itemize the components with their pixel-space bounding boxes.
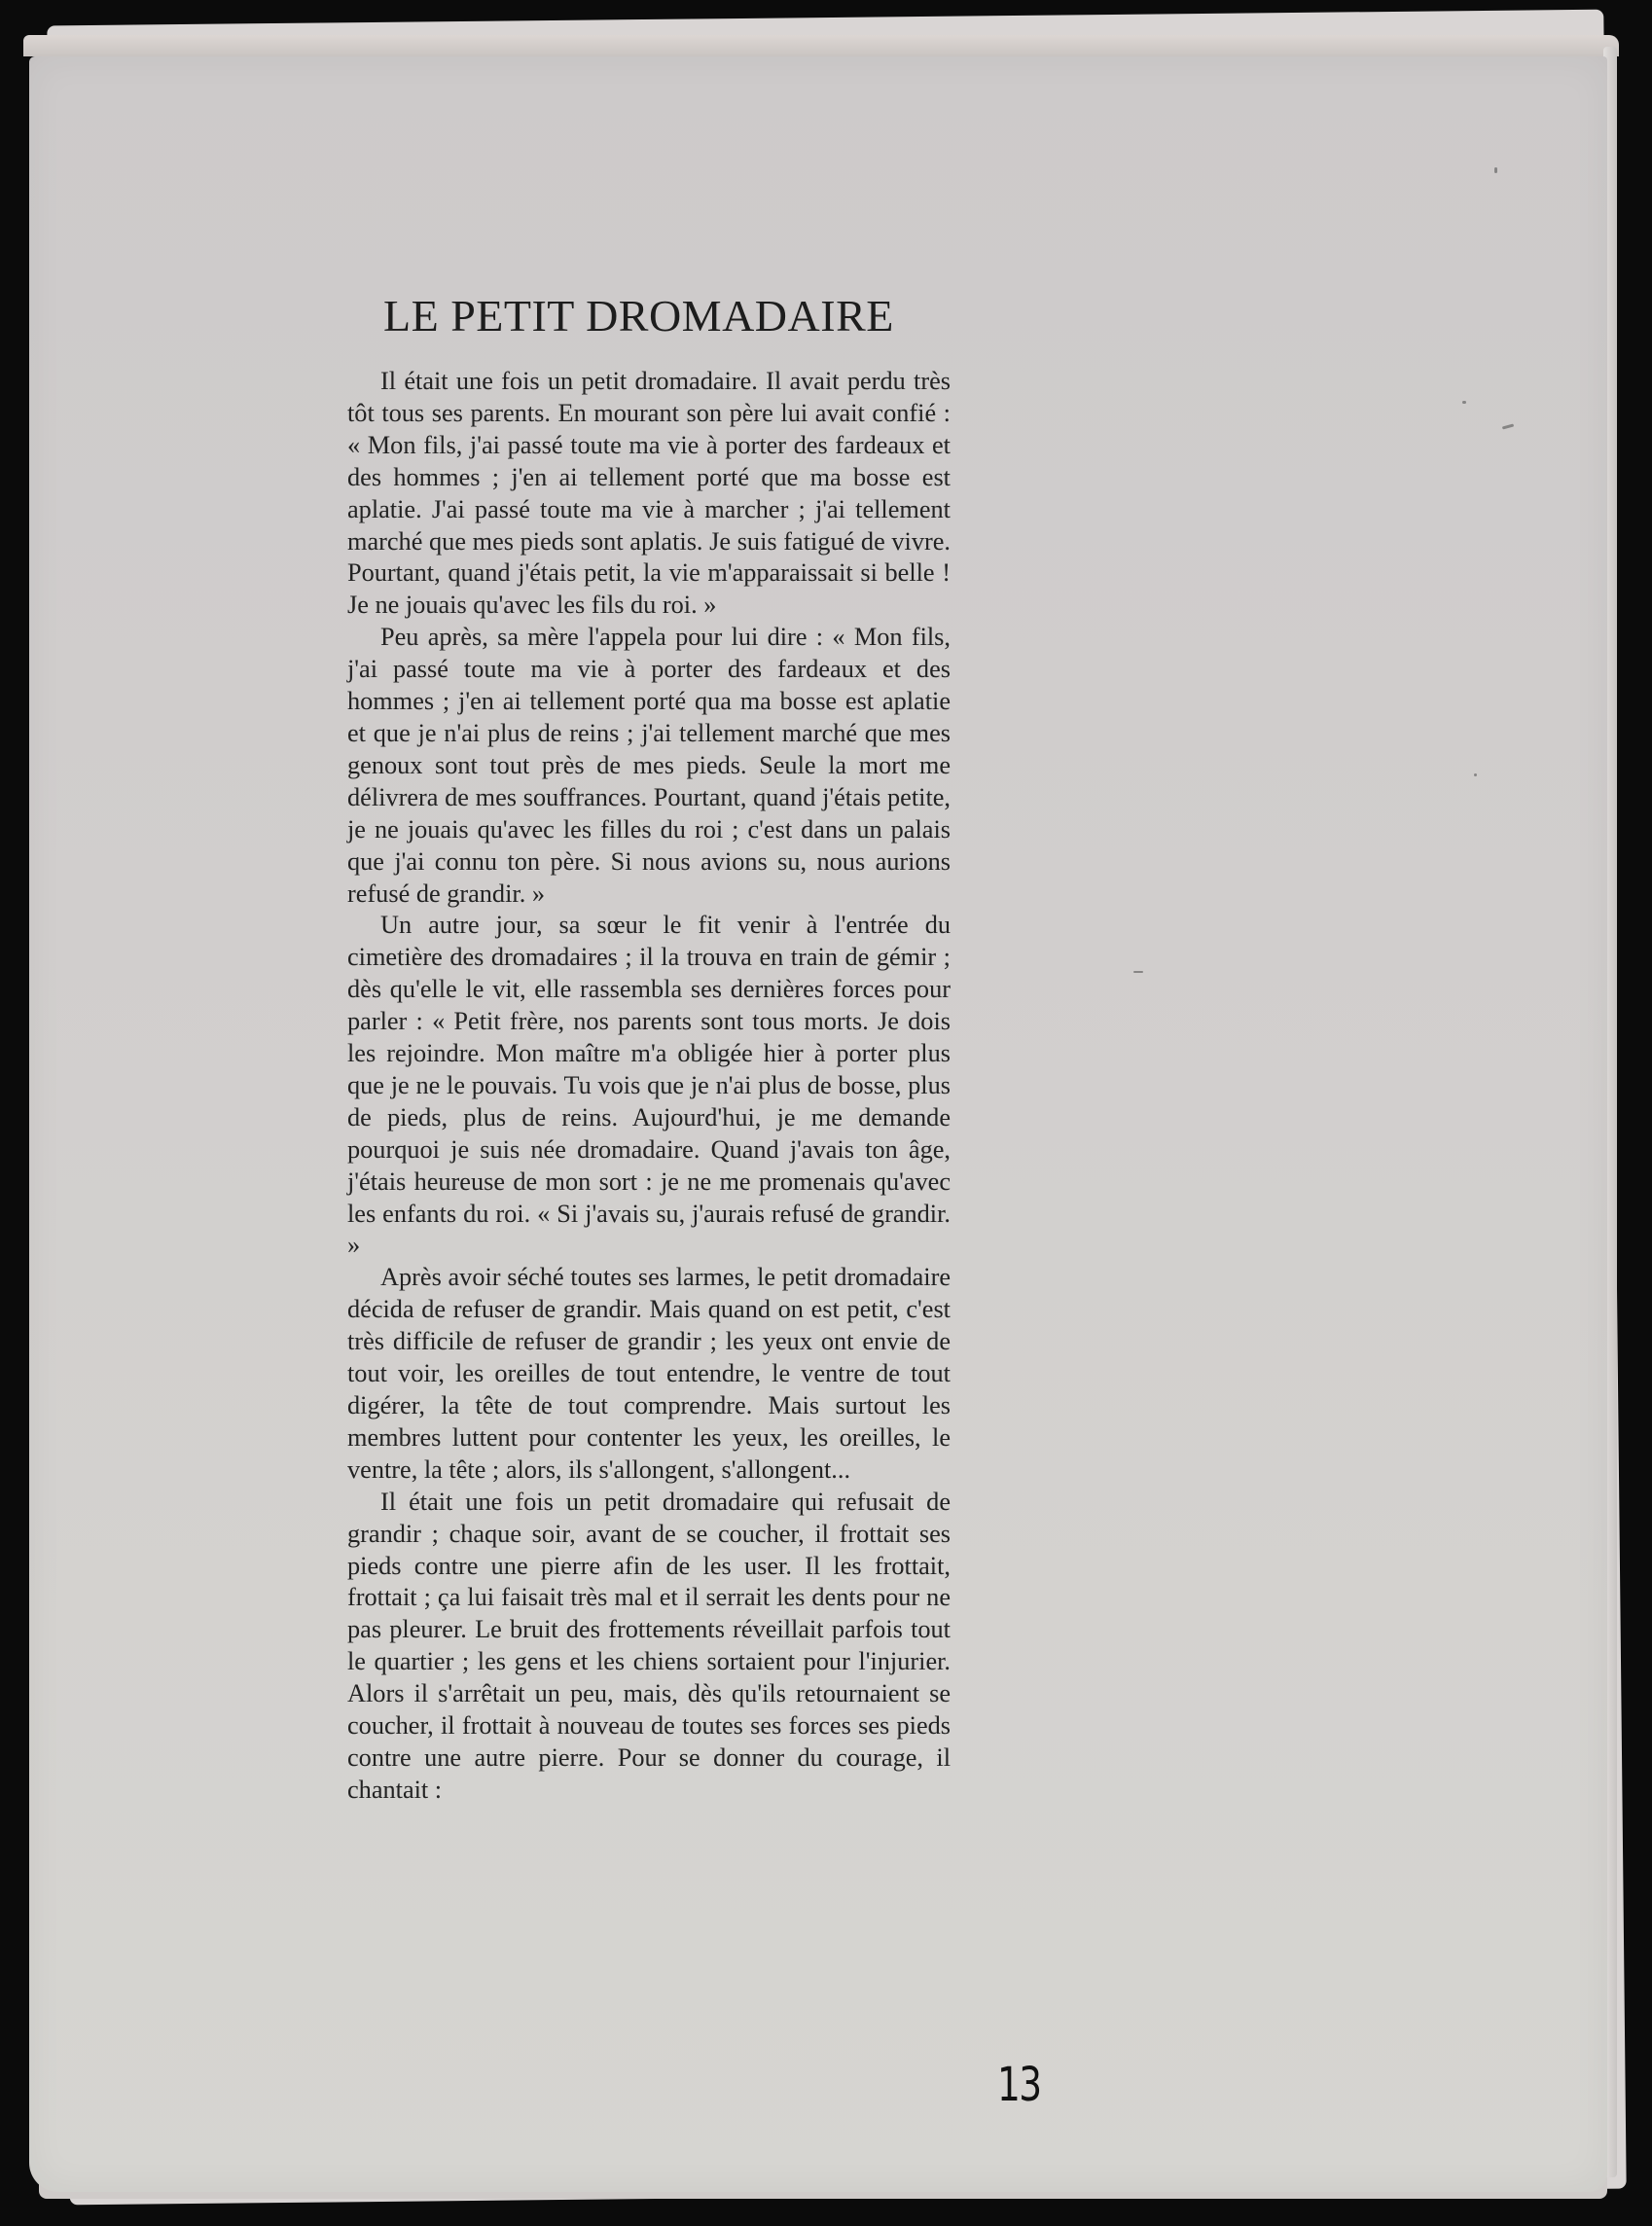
stacked-sheets-edge bbox=[23, 35, 1619, 56]
story-title: LE PETIT DROMADAIRE bbox=[383, 291, 894, 341]
paragraph: Après avoir séché toutes ses larmes, le petit dromadaire décida de refuser de grandir. Mais quand on est petit, c'est très difficile de refuser de grandir ; les yeux ont envie de tout voir, les oreilles de tout entendre, le ventre de tout digérer, la tête de tout comprendre. Mais surtout les membres luttent pour contenter les yeux, les oreilles, le ventre, la tête ; alors, ils s'allongent, s'allongent... bbox=[347, 1263, 951, 1484]
paragraph: Peu après, sa mère l'appela pour lui dire : « Mon fils, j'ai passé toute ma vie à porter des fardeaux et des hommes ; j'en ai tellement porté qua ma bosse est aplatie et que je n'ai plus de reins ; j'ai tellement marché que mes genoux sont tout près de mes pieds. Seule la mort me délivrera de mes souffrances. Pourtant, quand j'étais petite, je ne jouais qu'avec les filles du roi ; c'est dans un palais que j'ai connu ton père. Si nous avions su, nous aurions refusé de grandir. » bbox=[347, 623, 951, 908]
dust-speck bbox=[1494, 167, 1497, 173]
paragraph: Un autre jour, sa sœur le fit venir à l'entrée du cimetière des dromadaires ; il la trouva en train de gémir ; dès qu'elle le vit, elle rassembla ses dernières forces pour parler : « Petit frère, nos parents sont tous morts. Je dois les rejoindre. Mon maître m'a obligée hier à porter plus que je ne le pouvais. Tu vois que je n'ai plus de bosse, plus de pieds, plus de reins. Aujourd'hui, je me demande pourquoi je suis née dromadaire. Quand j'avais ton âge, j'étais heureuse de mon sort : je ne me promenais qu'avec les enfants du roi. « Si j'avais su, j'aurais refusé de grandir. » bbox=[347, 911, 951, 1260]
story-body bbox=[347, 366, 951, 1807]
paragraph: Il était une fois un petit dromadaire qui refusait de grandir ; chaque soir, avant de se coucher, il frottait ses pieds contre une pierre afin de les user. Il les frottait, frottait ; ça lui faisait très mal et il serrait les dents pour ne pas pleurer. Le bruit des frottements réveillait parfois tout le quartier ; les gens et les chiens sortaient pour l'injurier. Alors il s'arrêtait un peu, mais, dès qu'ils retournaient se coucher, il frottait à nouveau de toutes ses forces ses pieds contre une autre pierre. Pour se donner du courage, il chantait : bbox=[347, 1487, 951, 1804]
paragraph: Il était une fois un petit dromadaire. Il avait perdu très tôt tous ses parents. En mourant son père lui avait confié : « Mon fils, j'ai passé toute ma vie à porter des fardeaux et des hommes ; j'en ai tellement porté que ma bosse est aplatie. J'ai passé toute ma vie à marcher ; j'ai tellement marché que mes pieds sont aplatis. Je suis fatigué de vivre. Pourtant, quand j'étais petit, la vie m'apparaissait si belle ! Je ne jouais qu'avec les fils du roi. » bbox=[347, 367, 951, 620]
dust-speck bbox=[1462, 401, 1466, 404]
dust-speck bbox=[1474, 773, 1477, 776]
dust-speck bbox=[1133, 971, 1143, 973]
handwritten-page-number: 13 bbox=[997, 2058, 1041, 2112]
